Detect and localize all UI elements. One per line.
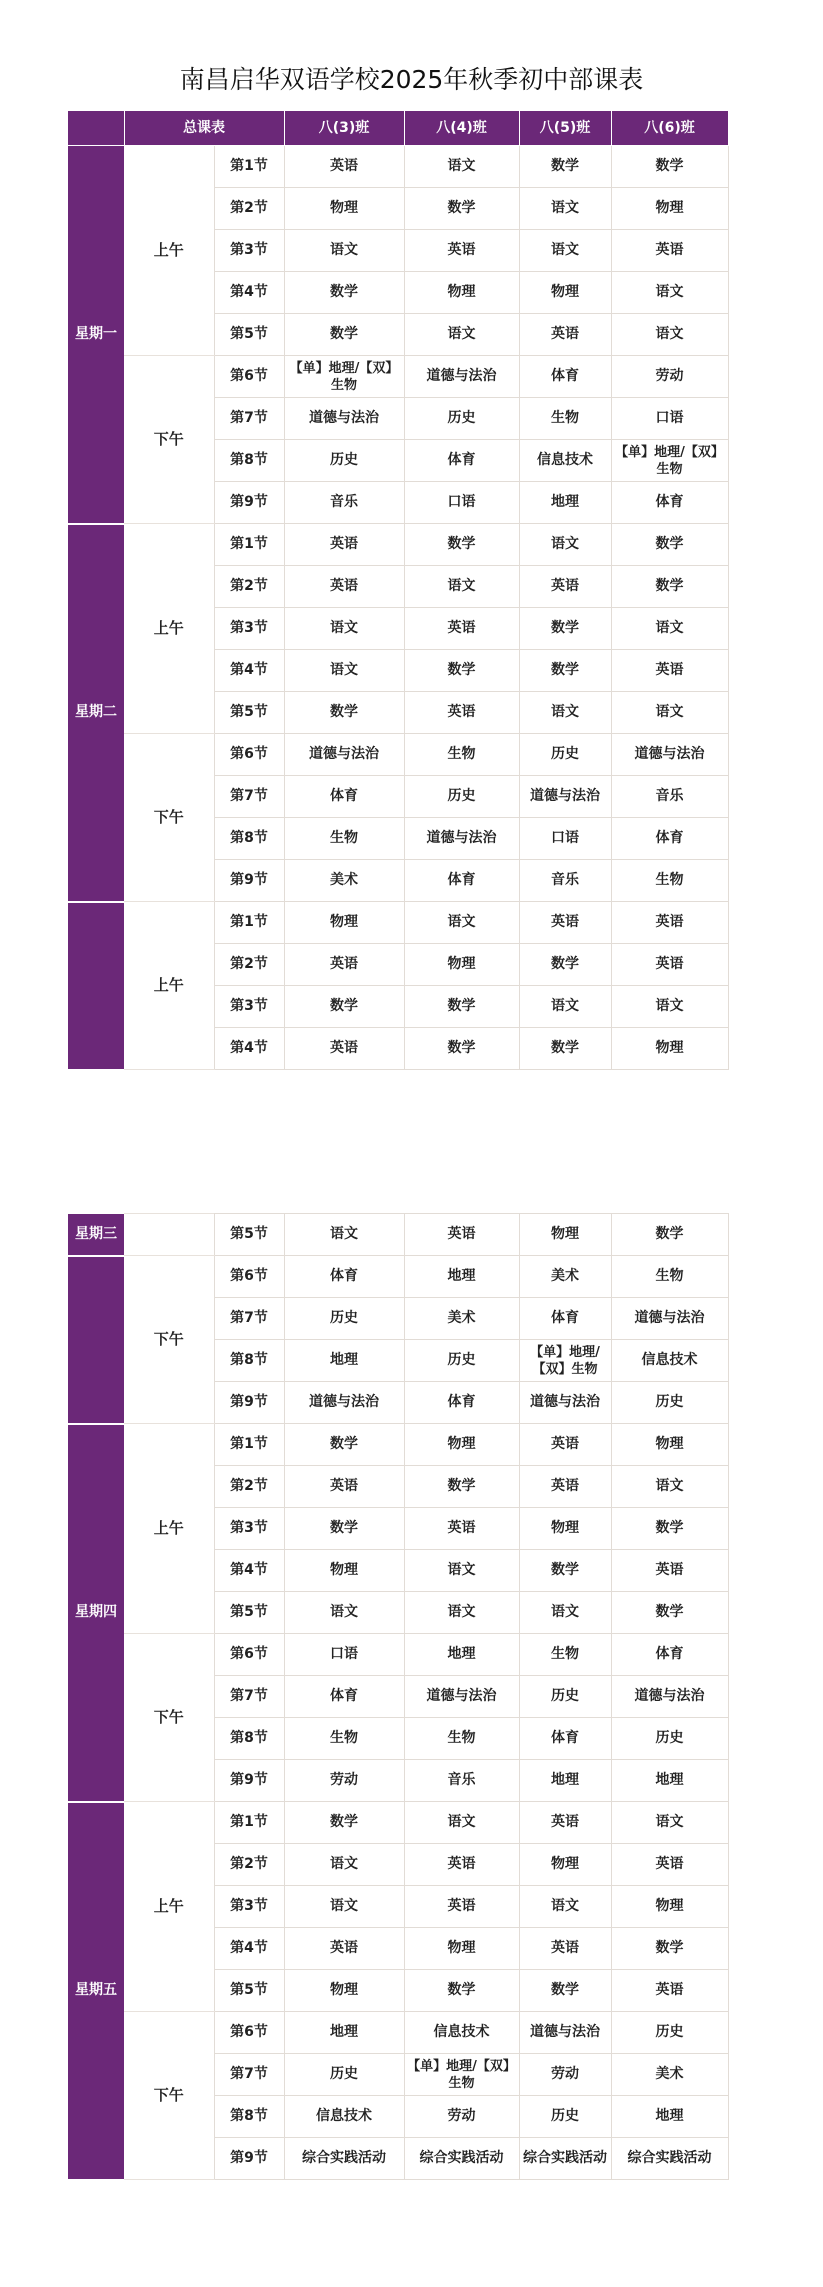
subject-cell: 数学 (611, 1928, 728, 1970)
period-label: 第9节 (214, 1760, 284, 1802)
subject-cell: 历史 (404, 1340, 519, 1382)
subject-cell: 地理 (404, 1634, 519, 1676)
subject-cell: 历史 (519, 734, 611, 776)
period-label: 第2节 (214, 566, 284, 608)
subject-cell: 语文 (284, 1214, 404, 1256)
subject-cell: 语文 (611, 314, 728, 356)
subject-cell: 美术 (404, 1298, 519, 1340)
subject-cell: 生物 (284, 818, 404, 860)
subject-cell: 语文 (611, 608, 728, 650)
period-label: 第6节 (214, 356, 284, 398)
subject-cell: 道德与法治 (519, 776, 611, 818)
period-label: 第1节 (214, 1424, 284, 1466)
subject-cell: 英语 (284, 944, 404, 986)
period-label: 第8节 (214, 818, 284, 860)
subject-cell: 语文 (611, 1802, 728, 1844)
subject-cell: 物理 (284, 1550, 404, 1592)
timetable-part-2 (68, 1213, 729, 2181)
period-label: 第9节 (214, 1382, 284, 1424)
subject-cell: 语文 (611, 1466, 728, 1508)
subject-cell: 道德与法治 (611, 1298, 728, 1340)
subject-cell: 口语 (611, 398, 728, 440)
subject-cell: 语文 (284, 1592, 404, 1634)
subject-cell: 英语 (519, 314, 611, 356)
schedule-row (68, 356, 728, 398)
header-row (68, 111, 728, 146)
subject-cell: 物理 (519, 1214, 611, 1256)
subject-cell: 历史 (611, 2012, 728, 2054)
period-label: 第3节 (214, 986, 284, 1028)
subject-cell: 体育 (404, 440, 519, 482)
subject-cell: 物理 (519, 272, 611, 314)
subject-cell: 英语 (284, 1028, 404, 1070)
day-label: 星期五 (68, 1802, 124, 2180)
subject-cell: 语文 (404, 902, 519, 944)
period-label: 第9节 (214, 482, 284, 524)
subject-cell: 道德与法治 (611, 1676, 728, 1718)
subject-cell: 【单】地理/【双】生物 (284, 356, 404, 398)
subject-cell: 地理 (404, 1256, 519, 1298)
subject-cell: 道德与法治 (519, 2012, 611, 2054)
subject-cell: 语文 (404, 1802, 519, 1844)
day-label: 星期二 (68, 524, 124, 902)
subject-cell: 综合实践活动 (611, 2138, 728, 2180)
schedule-row (68, 524, 728, 566)
subject-cell: 地理 (284, 2012, 404, 2054)
subject-cell: 英语 (404, 692, 519, 734)
subject-cell: 生物 (404, 734, 519, 776)
subject-cell: 地理 (519, 482, 611, 524)
subject-cell: 道德与法治 (611, 734, 728, 776)
subject-cell: 英语 (519, 1928, 611, 1970)
subject-cell: 数学 (519, 146, 611, 188)
subject-cell: 体育 (284, 1256, 404, 1298)
subject-cell: 体育 (611, 818, 728, 860)
period-label: 第5节 (214, 1592, 284, 1634)
header-class: 八(5)班 (519, 111, 611, 146)
day-label: 星期三 (68, 1214, 124, 1256)
subject-cell: 数学 (284, 272, 404, 314)
period-label: 第5节 (214, 314, 284, 356)
period-label: 第3节 (214, 230, 284, 272)
subject-cell: 英语 (519, 1802, 611, 1844)
subject-cell: 体育 (519, 1298, 611, 1340)
header-class: 八(6)班 (611, 111, 728, 146)
subject-cell: 音乐 (284, 482, 404, 524)
subject-cell: 物理 (519, 1844, 611, 1886)
period-label: 第4节 (214, 1550, 284, 1592)
subject-cell: 地理 (519, 1760, 611, 1802)
subject-cell: 数学 (611, 524, 728, 566)
subject-cell: 历史 (284, 1298, 404, 1340)
period-label: 第7节 (214, 398, 284, 440)
subject-cell: 地理 (611, 2096, 728, 2138)
subject-cell: 语文 (519, 188, 611, 230)
period-label: 第8节 (214, 2096, 284, 2138)
session-label (124, 1214, 214, 1256)
subject-cell: 体育 (519, 356, 611, 398)
period-label: 第1节 (214, 1802, 284, 1844)
period-label: 第2节 (214, 944, 284, 986)
subject-cell: 数学 (611, 146, 728, 188)
subject-cell: 生物 (519, 1634, 611, 1676)
period-label: 第1节 (214, 902, 284, 944)
subject-cell: 英语 (519, 1424, 611, 1466)
day-label-continued (68, 902, 124, 1070)
subject-cell: 数学 (404, 188, 519, 230)
subject-cell: 物理 (611, 1028, 728, 1070)
subject-cell: 体育 (611, 1634, 728, 1676)
subject-cell: 历史 (284, 440, 404, 482)
subject-cell: 数学 (519, 944, 611, 986)
subject-cell: 数学 (611, 1508, 728, 1550)
subject-cell: 数学 (519, 1028, 611, 1070)
subject-cell: 英语 (519, 1466, 611, 1508)
subject-cell: 生物 (404, 1718, 519, 1760)
period-label: 第2节 (214, 188, 284, 230)
subject-cell: 劳动 (284, 1760, 404, 1802)
period-label: 第4节 (214, 1028, 284, 1070)
subject-cell: 英语 (611, 1970, 728, 2012)
subject-cell: 历史 (519, 2096, 611, 2138)
subject-cell: 英语 (404, 1844, 519, 1886)
subject-cell: 道德与法治 (284, 1382, 404, 1424)
period-label: 第8节 (214, 440, 284, 482)
subject-cell: 体育 (404, 1382, 519, 1424)
period-label: 第8节 (214, 1718, 284, 1760)
subject-cell: 历史 (404, 398, 519, 440)
subject-cell: 英语 (611, 1550, 728, 1592)
period-label: 第7节 (214, 1676, 284, 1718)
schedule-row (68, 734, 728, 776)
schedule-row (68, 1424, 728, 1466)
subject-cell: 语文 (519, 986, 611, 1028)
subject-cell: 音乐 (611, 776, 728, 818)
session-label: 下午 (124, 1634, 214, 1802)
period-label: 第3节 (214, 1508, 284, 1550)
subject-cell: 英语 (284, 524, 404, 566)
subject-cell: 英语 (404, 230, 519, 272)
subject-cell: 语文 (284, 650, 404, 692)
subject-cell: 英语 (519, 902, 611, 944)
period-label: 第2节 (214, 1466, 284, 1508)
schedule-row (68, 1802, 728, 1844)
period-label: 第4节 (214, 1928, 284, 1970)
period-label: 第2节 (214, 1844, 284, 1886)
subject-cell: 语文 (519, 1592, 611, 1634)
subject-cell: 数学 (284, 1802, 404, 1844)
subject-cell: 语文 (284, 1886, 404, 1928)
subject-cell: 语文 (611, 272, 728, 314)
subject-cell: 英语 (284, 1928, 404, 1970)
subject-cell: 信息技术 (519, 440, 611, 482)
header-class: 八(3)班 (284, 111, 404, 146)
subject-cell: 口语 (519, 818, 611, 860)
subject-cell: 生物 (519, 398, 611, 440)
subject-cell: 历史 (284, 2054, 404, 2096)
schedule-row (68, 2012, 728, 2054)
day-label: 星期四 (68, 1424, 124, 1802)
subject-cell: 数学 (284, 314, 404, 356)
subject-cell: 数学 (284, 1424, 404, 1466)
subject-cell: 数学 (519, 608, 611, 650)
subject-cell: 语文 (284, 608, 404, 650)
subject-cell: 物理 (611, 188, 728, 230)
session-label: 下午 (124, 1256, 214, 1424)
subject-cell: 物理 (284, 902, 404, 944)
period-label: 第9节 (214, 2138, 284, 2180)
period-label: 第6节 (214, 734, 284, 776)
subject-cell: 英语 (284, 566, 404, 608)
period-label: 第7节 (214, 2054, 284, 2096)
page-title: 南昌启华双语学校2025年秋季初中部课表 (179, 65, 644, 94)
session-label: 下午 (124, 734, 214, 902)
subject-cell: 体育 (611, 482, 728, 524)
subject-cell: 语文 (284, 230, 404, 272)
subject-cell: 信息技术 (284, 2096, 404, 2138)
subject-cell: 体育 (404, 860, 519, 902)
subject-cell: 英语 (404, 608, 519, 650)
subject-cell: 英语 (284, 146, 404, 188)
subject-cell: 数学 (611, 1214, 728, 1256)
subject-cell: 英语 (284, 1466, 404, 1508)
subject-cell: 体育 (284, 1676, 404, 1718)
subject-cell: 语文 (404, 314, 519, 356)
subject-cell: 数学 (519, 1550, 611, 1592)
subject-cell: 数学 (404, 986, 519, 1028)
subject-cell: 数学 (611, 1592, 728, 1634)
subject-cell: 语文 (404, 146, 519, 188)
subject-cell: 语文 (284, 1844, 404, 1886)
subject-cell: 生物 (611, 1256, 728, 1298)
day-label: 星期一 (68, 146, 124, 524)
subject-cell: 生物 (611, 860, 728, 902)
subject-cell: 数学 (404, 1028, 519, 1070)
subject-cell: 道德与法治 (284, 398, 404, 440)
subject-cell: 道德与法治 (519, 1382, 611, 1424)
subject-cell: 道德与法治 (284, 734, 404, 776)
day-label-continued (68, 1256, 124, 1424)
subject-cell: 物理 (404, 1928, 519, 1970)
subject-cell: 英语 (404, 1886, 519, 1928)
subject-cell: 地理 (611, 1760, 728, 1802)
subject-cell: 数学 (404, 650, 519, 692)
period-label: 第4节 (214, 650, 284, 692)
subject-cell: 语文 (404, 1592, 519, 1634)
session-label: 上午 (124, 1424, 214, 1634)
subject-cell: 数学 (404, 1466, 519, 1508)
subject-cell: 劳动 (611, 356, 728, 398)
period-label: 第6节 (214, 1634, 284, 1676)
subject-cell: 物理 (404, 272, 519, 314)
subject-cell: 英语 (404, 1508, 519, 1550)
session-label: 上午 (124, 524, 214, 734)
subject-cell: 数学 (284, 692, 404, 734)
subject-cell: 英语 (404, 1214, 519, 1256)
subject-cell: 体育 (519, 1718, 611, 1760)
session-label: 下午 (124, 356, 214, 524)
subject-cell: 语文 (519, 524, 611, 566)
subject-cell: 劳动 (404, 2096, 519, 2138)
period-label: 第1节 (214, 524, 284, 566)
period-label: 第7节 (214, 1298, 284, 1340)
subject-cell: 综合实践活动 (284, 2138, 404, 2180)
subject-cell: 美术 (611, 2054, 728, 2096)
subject-cell: 历史 (611, 1382, 728, 1424)
subject-cell: 英语 (611, 902, 728, 944)
subject-cell: 英语 (611, 230, 728, 272)
subject-cell: 语文 (519, 692, 611, 734)
schedule-row (68, 146, 728, 188)
subject-cell: 音乐 (404, 1760, 519, 1802)
subject-cell: 数学 (404, 1970, 519, 2012)
subject-cell: 物理 (404, 944, 519, 986)
header-spacer (68, 111, 124, 146)
subject-cell: 物理 (284, 188, 404, 230)
period-label: 第5节 (214, 692, 284, 734)
subject-cell: 数学 (519, 650, 611, 692)
period-label: 第7节 (214, 776, 284, 818)
period-label: 第9节 (214, 860, 284, 902)
header-corner: 总课表 (124, 111, 284, 146)
session-label: 上午 (124, 902, 214, 1070)
subject-cell: 美术 (519, 1256, 611, 1298)
subject-cell: 语文 (519, 1886, 611, 1928)
subject-cell: 物理 (404, 1424, 519, 1466)
period-label: 第8节 (214, 1340, 284, 1382)
subject-cell: 【单】地理/【双】生物 (404, 2054, 519, 2096)
subject-cell: 物理 (519, 1508, 611, 1550)
timetable-part-1 (68, 110, 729, 1071)
period-label: 第4节 (214, 272, 284, 314)
period-label: 第3节 (214, 1886, 284, 1928)
subject-cell: 数学 (284, 1508, 404, 1550)
period-label: 第5节 (214, 1214, 284, 1256)
subject-cell: 综合实践活动 (519, 2138, 611, 2180)
subject-cell: 数学 (404, 524, 519, 566)
subject-cell: 历史 (611, 1718, 728, 1760)
subject-cell: 口语 (284, 1634, 404, 1676)
subject-cell: 语文 (404, 566, 519, 608)
subject-cell: 物理 (611, 1886, 728, 1928)
subject-cell: 体育 (284, 776, 404, 818)
subject-cell: 【单】地理/【双】生物 (611, 440, 728, 482)
subject-cell: 物理 (284, 1970, 404, 2012)
schedule-row (68, 1634, 728, 1676)
subject-cell: 数学 (611, 566, 728, 608)
session-label: 下午 (124, 2012, 214, 2180)
subject-cell: 生物 (284, 1718, 404, 1760)
schedule-row (68, 1214, 728, 1256)
subject-cell: 语文 (611, 986, 728, 1028)
subject-cell: 语文 (611, 692, 728, 734)
subject-cell: 英语 (611, 944, 728, 986)
period-label: 第1节 (214, 146, 284, 188)
session-label: 上午 (124, 146, 214, 356)
subject-cell: 英语 (519, 566, 611, 608)
subject-cell: 信息技术 (611, 1340, 728, 1382)
subject-cell: 【单】地理/【双】生物 (519, 1340, 611, 1382)
subject-cell: 信息技术 (404, 2012, 519, 2054)
subject-cell: 美术 (284, 860, 404, 902)
schedule-row (68, 1256, 728, 1298)
subject-cell: 道德与法治 (404, 1676, 519, 1718)
period-label: 第6节 (214, 1256, 284, 1298)
subject-cell: 历史 (519, 1676, 611, 1718)
subject-cell: 语文 (404, 1550, 519, 1592)
subject-cell: 道德与法治 (404, 818, 519, 860)
period-label: 第3节 (214, 608, 284, 650)
subject-cell: 语文 (519, 230, 611, 272)
schedule-row (68, 902, 728, 944)
header-class: 八(4)班 (404, 111, 519, 146)
subject-cell: 音乐 (519, 860, 611, 902)
subject-cell: 物理 (611, 1424, 728, 1466)
subject-cell: 道德与法治 (404, 356, 519, 398)
period-label: 第5节 (214, 1970, 284, 2012)
subject-cell: 数学 (284, 986, 404, 1028)
subject-cell: 数学 (519, 1970, 611, 2012)
session-label: 上午 (124, 1802, 214, 2012)
subject-cell: 地理 (284, 1340, 404, 1382)
subject-cell: 口语 (404, 482, 519, 524)
subject-cell: 英语 (611, 1844, 728, 1886)
subject-cell: 英语 (611, 650, 728, 692)
subject-cell: 综合实践活动 (404, 2138, 519, 2180)
subject-cell: 劳动 (519, 2054, 611, 2096)
subject-cell: 历史 (404, 776, 519, 818)
period-label: 第6节 (214, 2012, 284, 2054)
